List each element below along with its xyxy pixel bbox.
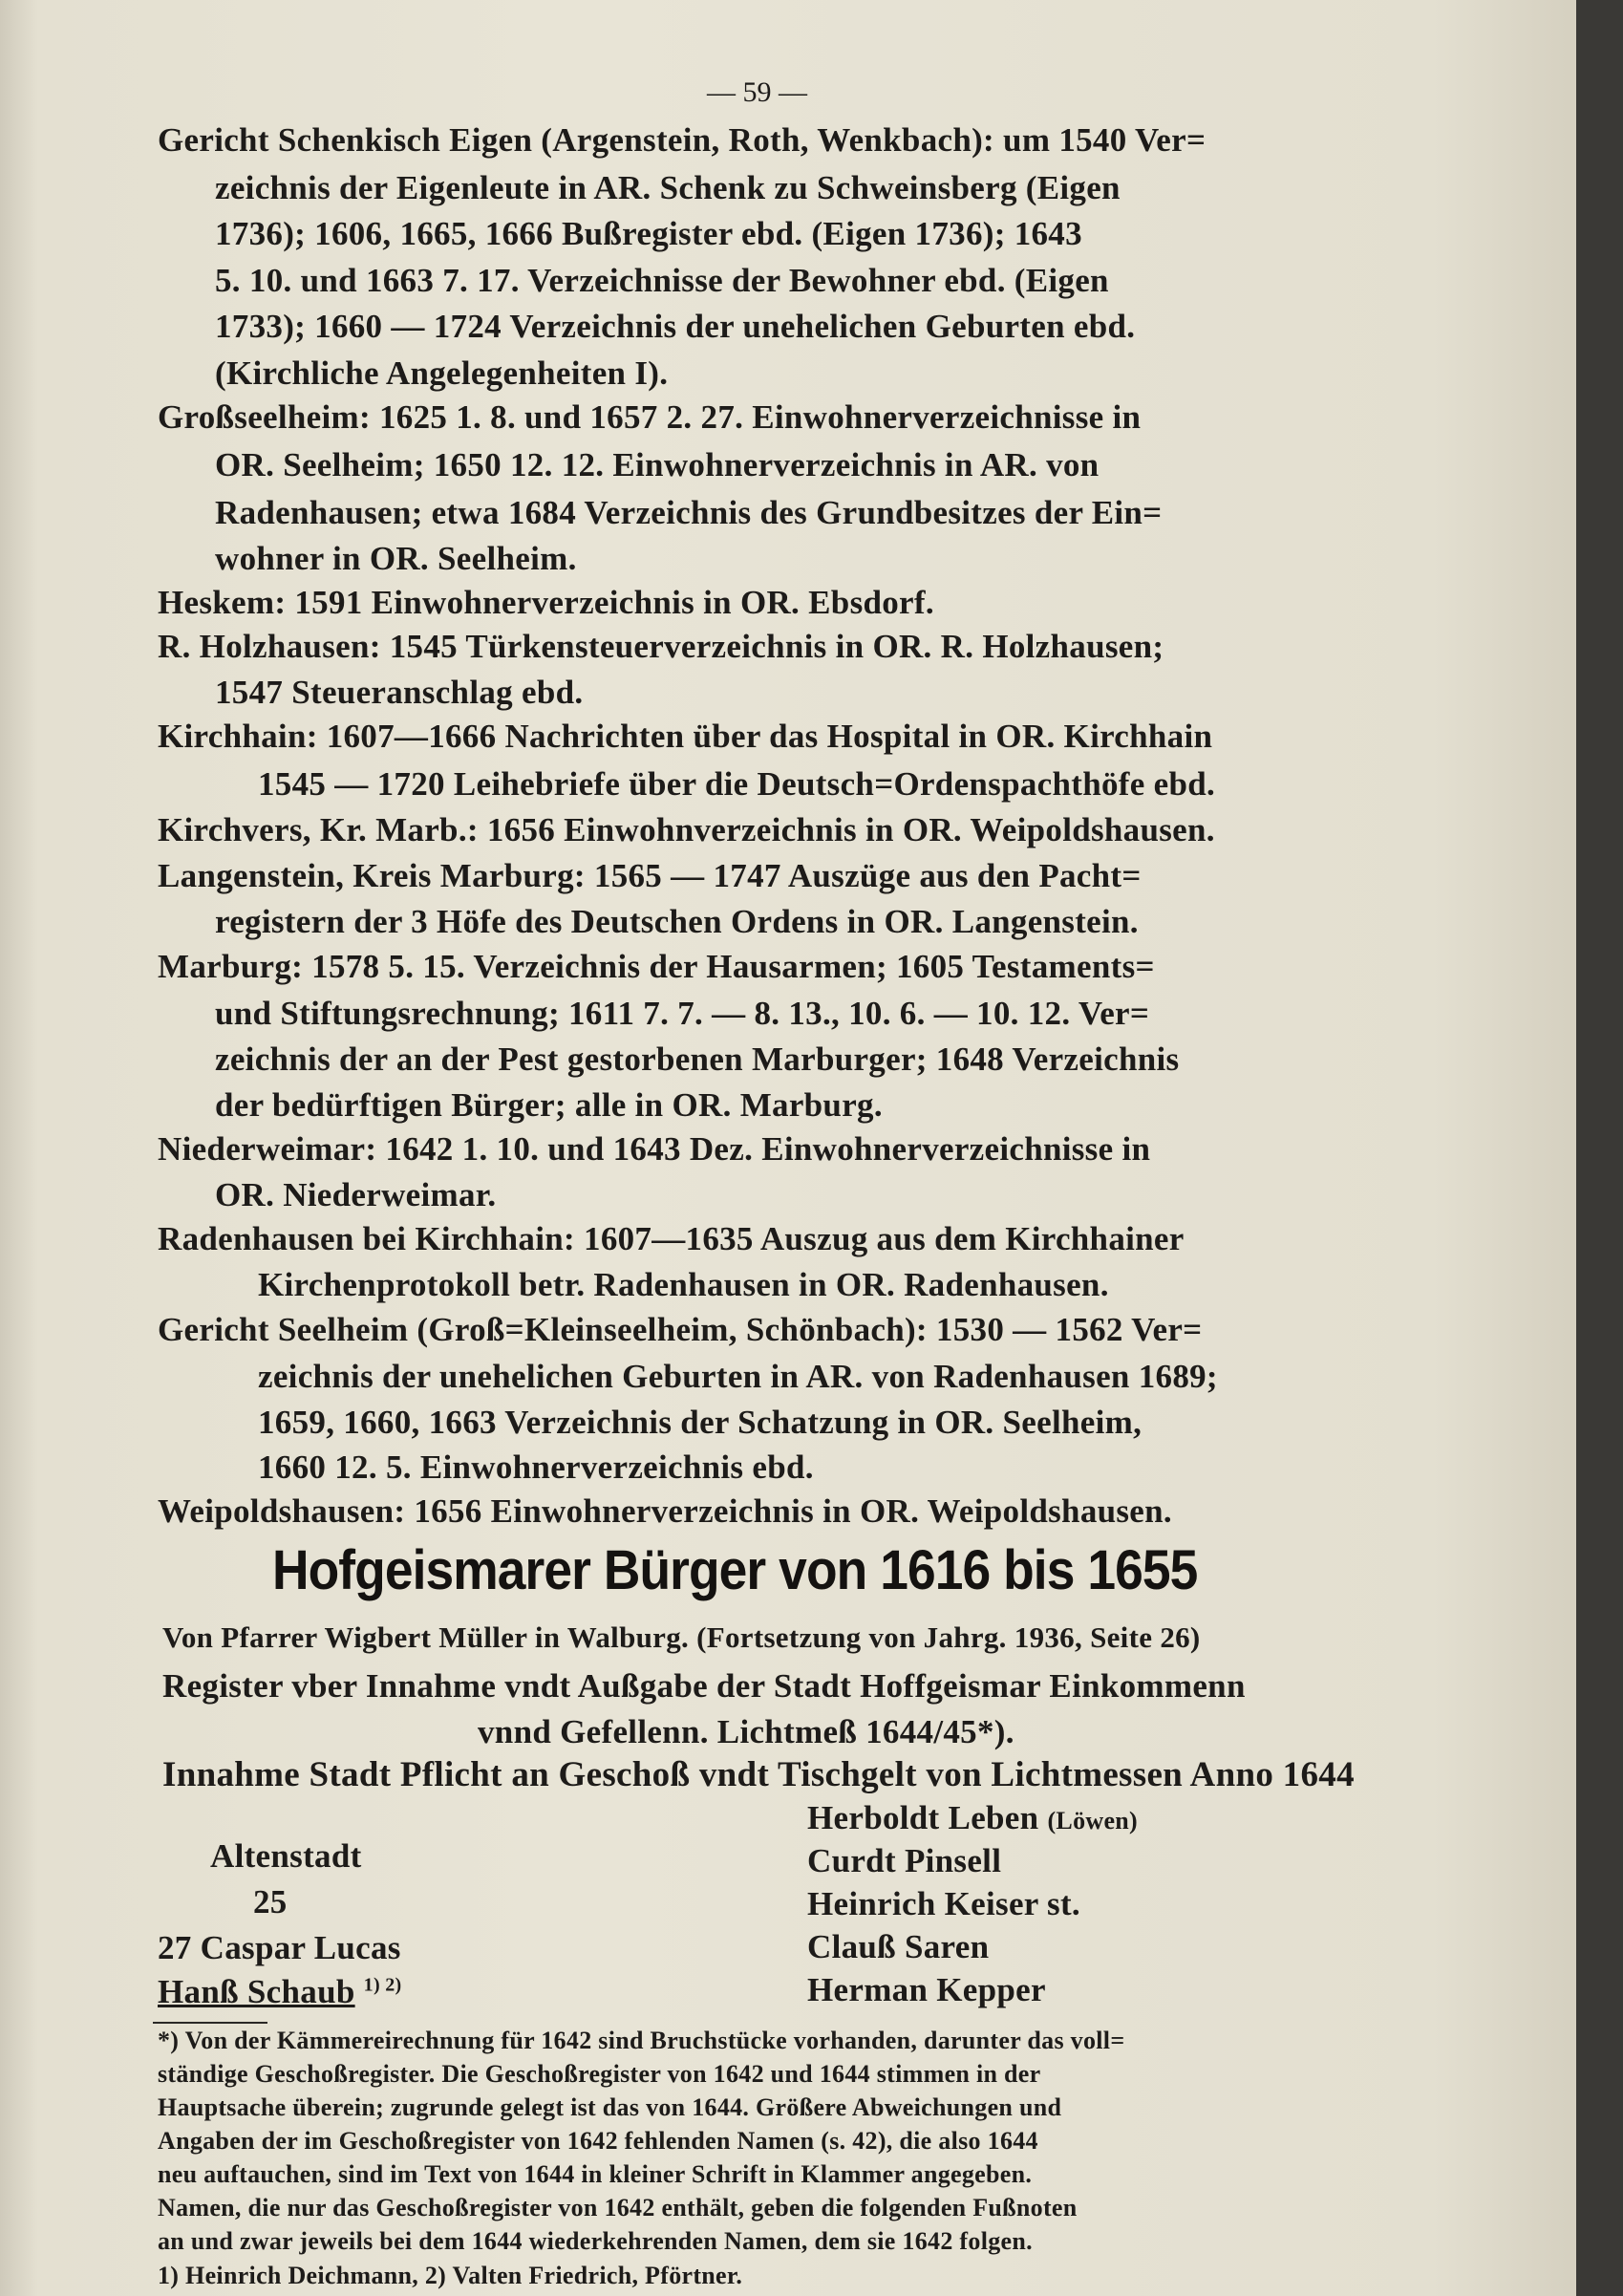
entry-line: 1733); 1660 — 1724 Verzeichnis der unehelichen Geburten ebd. (215, 308, 1136, 345)
entry-line: 1545 — 1720 Leihebriefe über die Deutsch=Ordenspachthöfe ebd. (258, 765, 1216, 803)
entry-line: Kirchhain: 1607—1666 Nachrichten über das Hospital in OR. Kirchhain (158, 718, 1213, 755)
entry-line: 1736); 1606, 1665, 1666 Bußregister ebd. (Eigen 1736); 1643 (215, 215, 1082, 252)
right-col-item: Curdt Pinsell (807, 1842, 1002, 1879)
entry-line: zeichnis der unehelichen Geburten in AR. von Radenhausen 1689; (258, 1358, 1218, 1395)
entry-line: Kirchvers, Kr. Marb.: 1656 Einwohnverzeichnis in OR. Weipoldshausen. (158, 811, 1215, 848)
name-text: Herboldt Leben (807, 1799, 1039, 1836)
right-col-item (807, 1800, 1138, 1837)
left-col-item (158, 1974, 402, 2011)
entry-line: 1547 Steueranschlag ebd. (215, 674, 584, 711)
entry-line: Radenhausen; etwa 1684 Verzeichnis des Grundbesitzes der Ein= (215, 494, 1163, 531)
footnote-divider (153, 2022, 267, 2024)
name-text: Hanß Schaub (158, 1973, 355, 2010)
entry-line: Gericht Seelheim (Groß=Kleinseelheim, Schönbach): 1530 — 1562 Ver= (158, 1311, 1203, 1348)
footnote-line: an und zwar jeweils bei dem 1644 wiederkehrenden Namen, dem sie 1642 folgen. (158, 2227, 1033, 2255)
footnote-line: Hauptsache überein; zugrunde gelegt ist das von 1644. Größere Abweichungen und (158, 2093, 1062, 2121)
footnote-line: neu auftauchen, sind im Text von 1644 in kleiner Schrift in Klammer angegeben. (158, 2160, 1033, 2188)
left-col-item: Altenstadt (210, 1837, 362, 1875)
entry-line: und Stiftungsrechnung; 1611 7. 7. — 8. 13., 10. 6. — 10. 12. Ver= (215, 995, 1150, 1032)
footnote-line: ständige Geschoßregister. Die Geschoßregister von 1642 und 1644 stimmen in der (158, 2060, 1041, 2088)
register-line-2: vnnd Gefellenn. Lichtmeß 1644/45*). (478, 1713, 1014, 1750)
entry-line: Radenhausen bei Kirchhain: 1607—1635 Auszug aus dem Kirchhainer (158, 1220, 1185, 1257)
entry-line: der bedürftigen Bürger; alle in OR. Marburg. (215, 1086, 883, 1124)
entry-line: Niederweimar: 1642 1. 10. und 1643 Dez. Einwohnerverzeichnisse in (158, 1130, 1151, 1168)
entry-line: 1659, 1660, 1663 Verzeichnis der Schatzung in OR. Seelheim, (258, 1404, 1143, 1441)
entry-line: (Kirchliche Angelegenheiten I). (215, 354, 669, 392)
right-col-item: Clauß Saren (807, 1928, 990, 1965)
left-col-item: 25 (253, 1883, 288, 1920)
entry-line: R. Holzhausen: 1545 Türkensteuerverzeichnis in OR. R. Holzhausen; (158, 628, 1164, 665)
footnote-line: *) Von der Kämmereirechnung für 1642 sind Bruchstücke vorhanden, darunter das voll= (158, 2027, 1125, 2054)
register-heading: Innahme Stadt Pflicht an Geschoß vndt Tischgelt von Lichtmessen Anno 1644 (162, 1755, 1355, 1794)
right-col-item: Heinrich Keiser st. (807, 1885, 1080, 1922)
entry-line: Großseelheim: 1625 1. 8. und 1657 2. 27. Einwohnerverzeichnisse in (158, 398, 1142, 436)
entry-line: zeichnis der an der Pest gestorbenen Marburger; 1648 Verzeichnis (215, 1041, 1180, 1078)
article-title: Hofgeismarer Bürger von 1616 bis 1655 (272, 1539, 1198, 1601)
footnote-line: Angaben der im Geschoßregister von 1642 fehlenden Namen (s. 42), die also 1644 (158, 2127, 1038, 2155)
entry-line: Weipoldshausen: 1656 Einwohnerverzeichnis in OR. Weipoldshausen. (158, 1492, 1172, 1530)
right-col-item: Herman Kepper (807, 1971, 1046, 2008)
entry-line: Marburg: 1578 5. 15. Verzeichnis der Hausarmen; 1605 Testaments= (158, 948, 1155, 985)
footnote-line: 1) Heinrich Deichmann, 2) Valten Friedrich, Pförtner. (158, 2262, 743, 2289)
page-number: — 59 — (707, 76, 807, 108)
entry-line: wohner in OR. Seelheim. (215, 540, 577, 577)
name-note: (Löwen) (1047, 1807, 1139, 1835)
entry-line: 1660 12. 5. Einwohnerverzeichnis ebd. (258, 1448, 814, 1486)
entry-line: registern der 3 Höfe des Deutschen Ordens in OR. Langenstein. (215, 903, 1139, 940)
entry-line: 5. 10. und 1663 7. 17. Verzeichnisse der Bewohner ebd. (Eigen (215, 262, 1109, 299)
register-line-1: Register vber Innahme vndt Außgabe der Stadt Hoffgeismar Einkommenn (162, 1667, 1246, 1705)
entry-line: Heskem: 1591 Einwohnerverzeichnis in OR. Ebsdorf. (158, 584, 934, 621)
entry-line: Langenstein, Kreis Marburg: 1565 — 1747 Auszüge aus den Pacht= (158, 857, 1142, 894)
article-byline: Von Pfarrer Wigbert Müller in Walburg. (Fortsetzung von Jahrg. 1936, Seite 26) (162, 1620, 1201, 1654)
entry-line: Gericht Schenkisch Eigen (Argenstein, Roth, Wenkbach): um 1540 Ver= (158, 121, 1207, 159)
footnote-marks: 1) 2) (363, 1974, 402, 1996)
entry-line: OR. Niederweimar. (215, 1176, 497, 1213)
entry-line: zeichnis der Eigenleute in AR. Schenk zu Schweinsberg (Eigen (215, 169, 1121, 206)
entry-line: OR. Seelheim; 1650 12. 12. Einwohnerverzeichnis in AR. von (215, 446, 1100, 483)
footnote-line: Namen, die nur das Geschoßregister von 1642 enthält, geben die folgenden Fußnoten (158, 2194, 1078, 2221)
left-col-item: 27 Caspar Lucas (158, 1929, 401, 1966)
entry-line: Kirchenprotokoll betr. Radenhausen in OR. Radenhausen. (258, 1266, 1109, 1303)
